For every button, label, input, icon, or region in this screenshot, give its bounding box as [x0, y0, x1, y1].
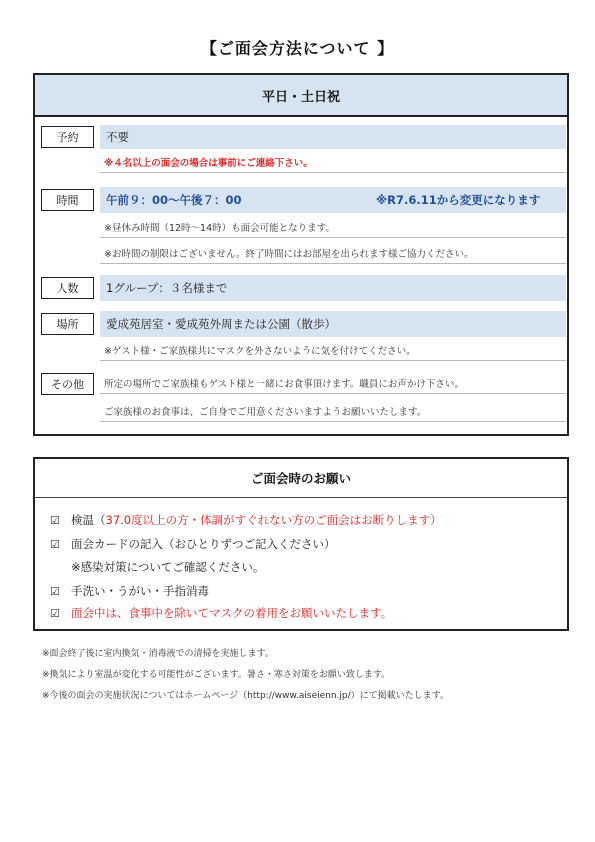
people-value: 1グループ：３名様まで [100, 275, 566, 301]
footnote-2: ※換気により室温が変化する可能性がございます。暑さ・寒さ対策をお願い致します。 [42, 670, 391, 680]
request-card [50, 536, 336, 552]
footnote-1: ※面会終了後に室内換気・消毒液での清掃を実施します。 [42, 649, 274, 659]
checkbox-checked-icon: ☑ [50, 537, 60, 551]
temperature-label: 検温（ [71, 513, 106, 527]
other-note-2: ご家族様のお食事は、ご自身でご用意くださいますようお願いいたします。 [100, 400, 566, 422]
reservation-label: 予約 [41, 126, 94, 148]
time-band [100, 187, 566, 213]
request-hygiene [50, 583, 209, 599]
time-note-2: ※お時間の制限はございません。終了時間にはお部屋を出られます様ご協力ください。 [100, 242, 566, 264]
place-label: 場所 [41, 313, 94, 335]
mask-text: 面会中は、食事中を除いてマスクの着用をお願いいたします。 [71, 606, 393, 620]
reservation-value: 不要 [100, 125, 566, 149]
reservation-note [100, 151, 566, 173]
other-note-1: 所定の場所でご家族様もゲスト様と一緒にお食事頂けます。職員にお声かけ下さい。 [100, 372, 566, 394]
hygiene-text: 手洗い・うがい・手指消毒 [71, 584, 209, 598]
time-note-1: ※昼休み時間（12時～14時）も面会可能となります。 [100, 216, 566, 238]
reservation-note-text: ※４名以上の面会の場合は事前にご連絡下さい。 [104, 157, 313, 169]
card-note: ※感染対策についてご確認ください。 [71, 560, 265, 574]
other-label: その他 [41, 373, 94, 395]
requests-header: ご面会時のお願い [35, 459, 567, 498]
place-note: ※ゲスト様・ご家族様共にマスクを外さないように気を付けてください。 [100, 339, 566, 361]
checkbox-checked-icon: ☑ [50, 584, 60, 598]
time-change-note: ※R7.6.11から変更になります [376, 193, 541, 207]
people-label: 人数 [41, 277, 94, 299]
temperature-warning: 37.0度以上の方・体調がすぐれない方のご面会はお断りします） [105, 513, 442, 527]
checkbox-checked-icon: ☑ [50, 513, 60, 527]
time-value: 午前９：00～午後７：00 [106, 193, 242, 207]
request-temperature [50, 512, 442, 528]
schedule-header: 平日・土日祝 [35, 75, 567, 117]
footnote-3: ※今後の面会の実施状況についてはホームページ（http://www.aiseienn.jp/）にて掲載いたします。 [42, 691, 449, 701]
checkbox-checked-icon: ☑ [50, 606, 60, 620]
card-text: 面会カードの記入（おひとりずつご記入ください） [71, 537, 336, 551]
request-mask [50, 605, 392, 621]
place-value: 愛成苑居室・愛成苑外周または公園（散歩） [100, 311, 566, 337]
time-label: 時間 [41, 189, 94, 211]
page-title: 【ご面会方法について 】 [200, 39, 395, 58]
